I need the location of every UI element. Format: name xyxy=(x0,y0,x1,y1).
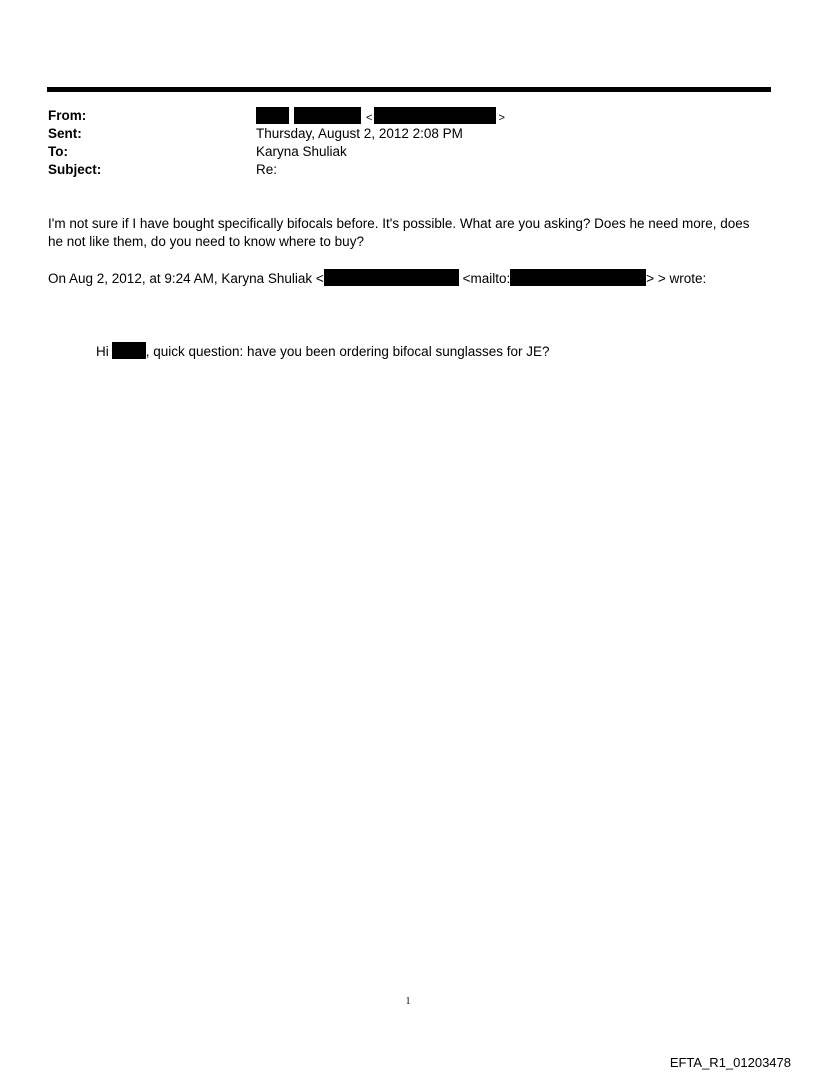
sent-row xyxy=(48,125,748,143)
redaction-box xyxy=(324,269,459,286)
to-label: To: xyxy=(48,144,68,159)
inner-text: , quick question: have you been ordering bifocal sunglasses for JE? xyxy=(145,344,550,359)
from-row xyxy=(48,107,748,125)
quote-end: > > wrote: xyxy=(646,271,707,286)
quoted-message xyxy=(96,342,550,361)
reply-body: I'm not sure if I have bought specifically bifocals before. It's possible. What are you asking? Does he need more, does he not like them, do you need to know where to buy? xyxy=(48,216,750,249)
subject-label: Subject: xyxy=(48,162,102,177)
redaction-box xyxy=(256,107,289,124)
sent-value: Thursday, August 2, 2012 2:08 PM xyxy=(256,126,463,141)
inner-greeting: Hi xyxy=(96,344,109,359)
from-lt: < xyxy=(366,112,373,124)
redaction-box xyxy=(374,107,496,124)
from-label: From: xyxy=(48,108,87,123)
redaction-box xyxy=(510,269,646,286)
from-gt: > xyxy=(498,112,505,124)
quote-mailto: <mailto: xyxy=(458,271,511,286)
redaction-box xyxy=(294,107,361,124)
header-divider xyxy=(47,87,771,92)
quote-intro: On Aug 2, 2012, at 9:24 AM, Karyna Shuliak < xyxy=(48,271,324,286)
bates-number: EFTA_R1_01203478 xyxy=(669,1055,791,1070)
from-value xyxy=(256,107,505,127)
to-value: Karyna Shuliak xyxy=(256,144,347,159)
redaction-box xyxy=(112,342,146,359)
email-header xyxy=(48,107,748,179)
quote-attribution xyxy=(48,269,706,288)
sent-label: Sent: xyxy=(48,126,82,141)
to-row xyxy=(48,143,748,161)
subject-value: Re: xyxy=(256,162,278,177)
page-number: 1 xyxy=(405,996,411,1007)
subject-row xyxy=(48,161,748,179)
